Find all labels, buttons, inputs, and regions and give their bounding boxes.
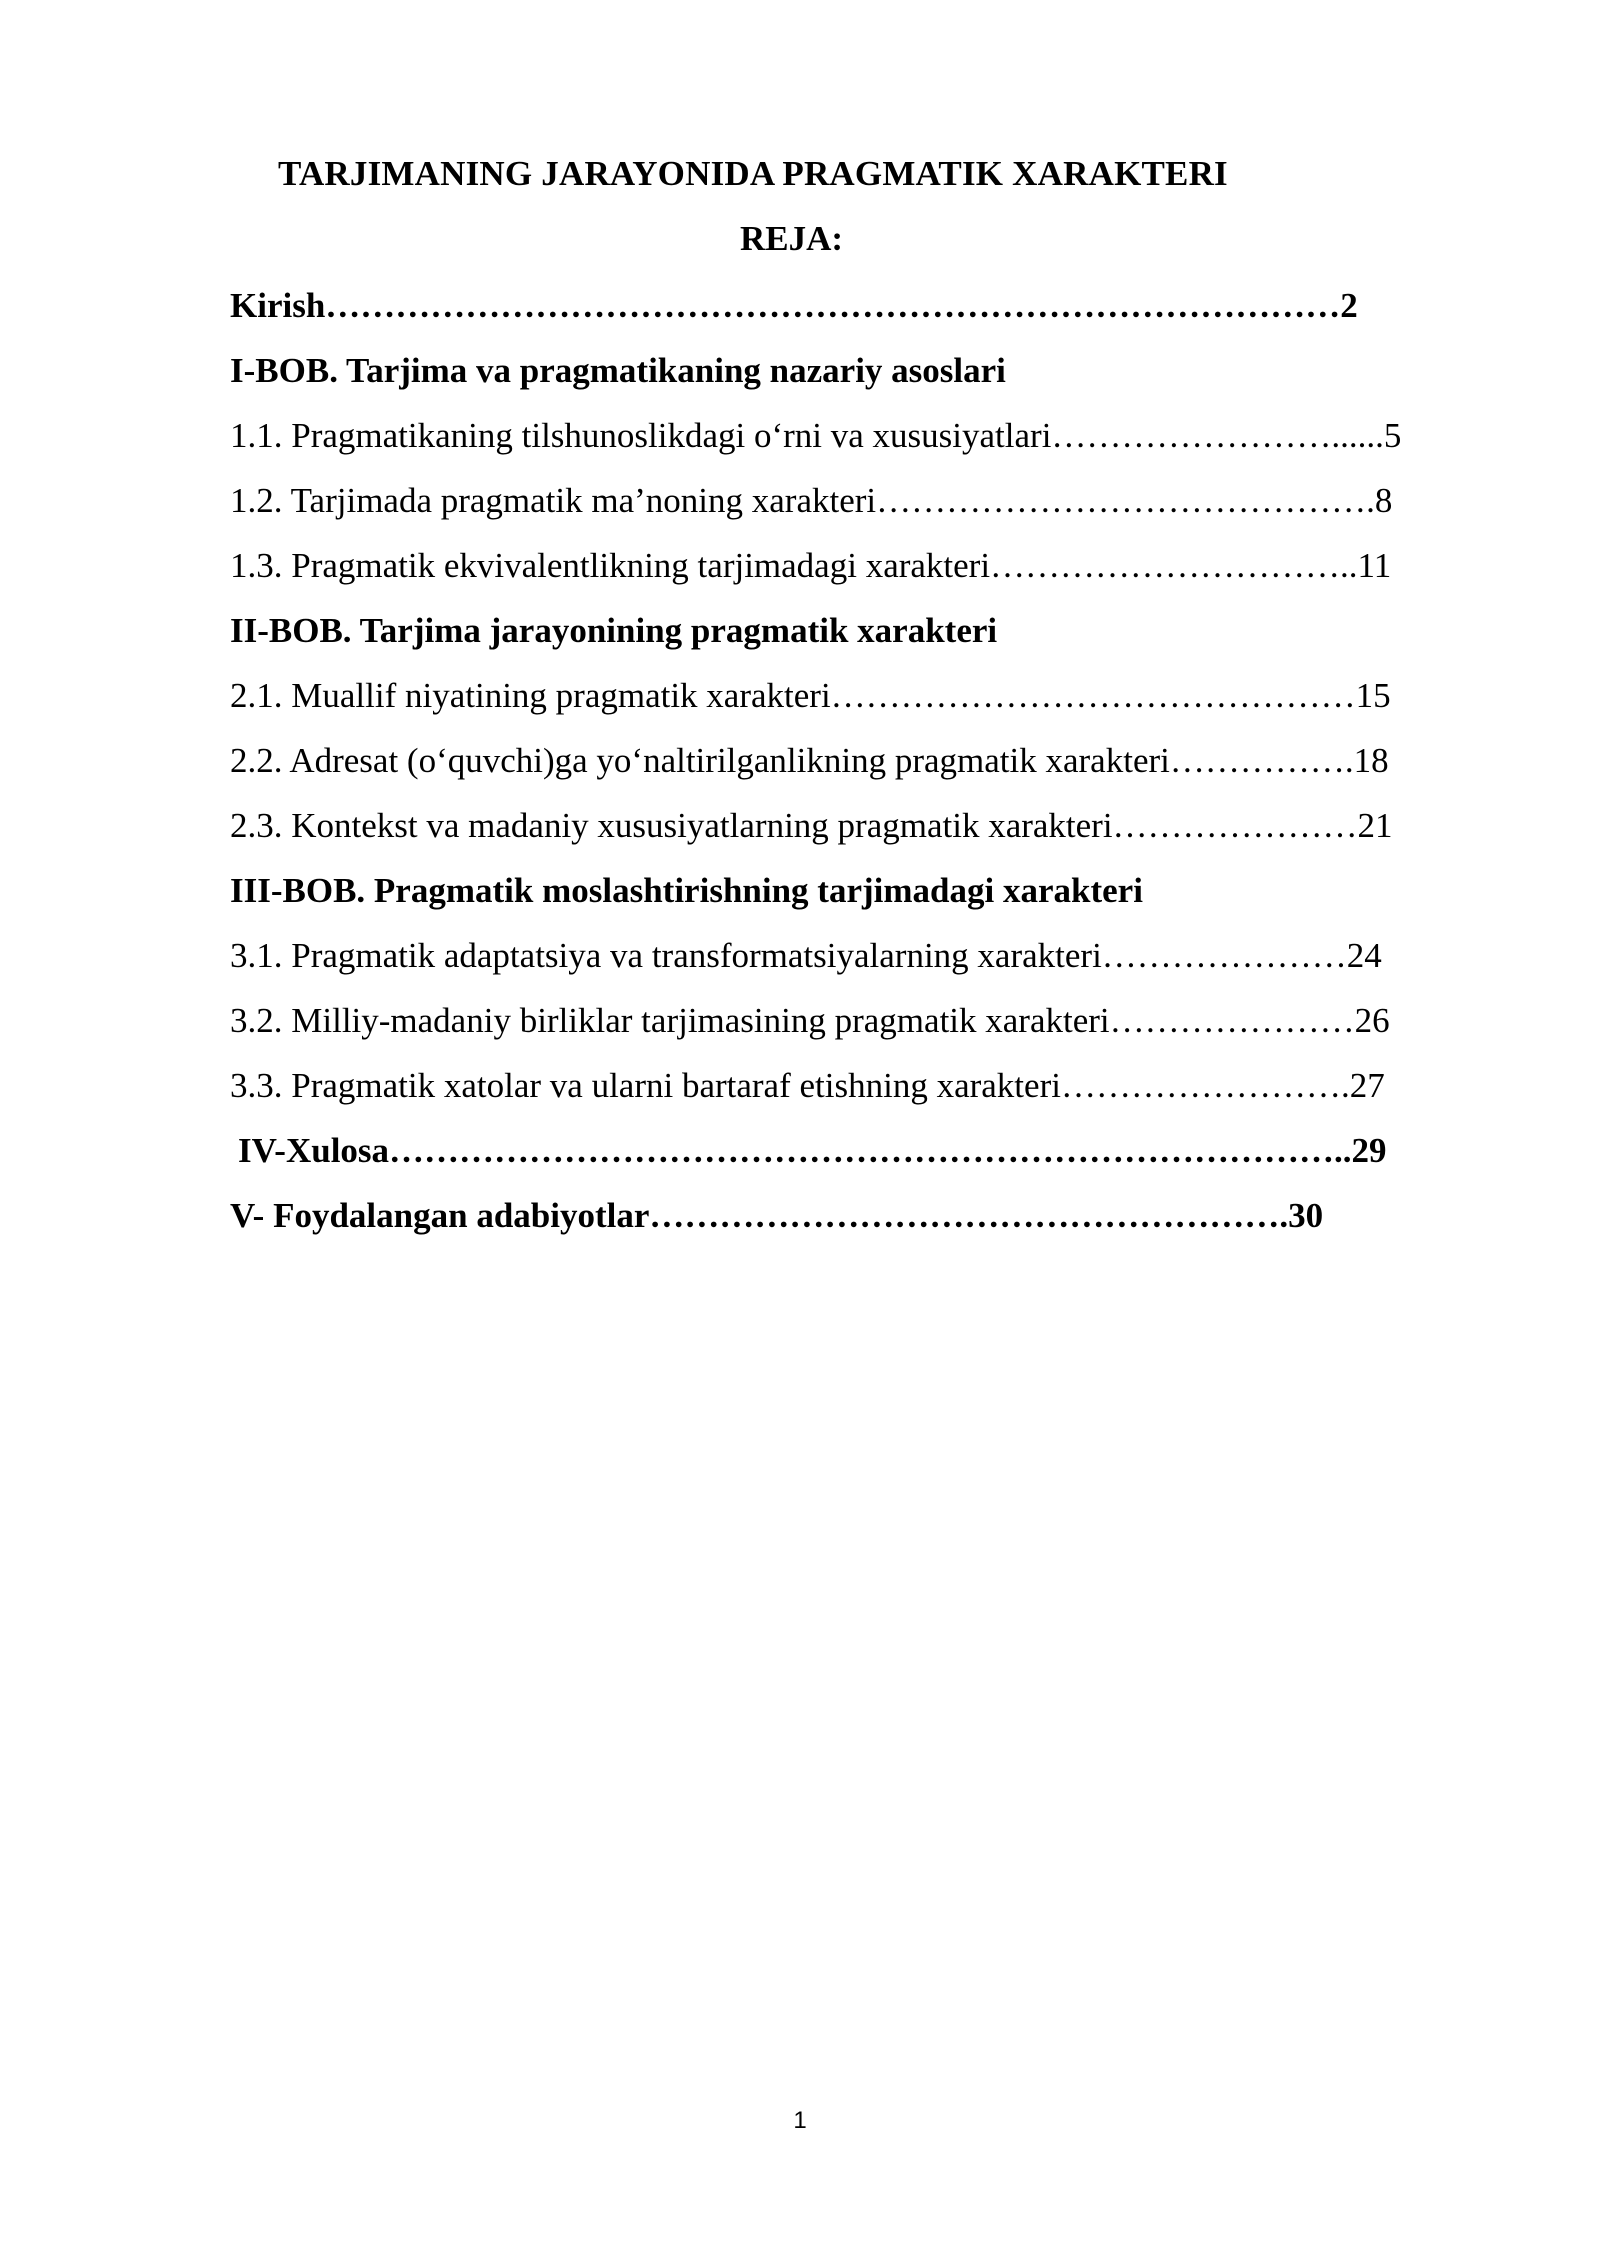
document-title: TARJIMANING JARAYONIDA PRAGMATIK XARAKTERI: [278, 154, 1228, 193]
page-number: 1: [793, 2107, 807, 2134]
toc-entry-2-2: 2.2. Adresat (o‘quvchi)ga yo‘naltirilganlikning pragmatik xarakteri…………….18: [230, 741, 1389, 780]
toc-entry-xulosa: IV-Xulosa………………………………………………………………………..29: [238, 1131, 1387, 1170]
toc-entry-2-3: 2.3. Kontekst va madaniy xususiyatlarning pragmatik xarakteri…………………21: [230, 806, 1393, 845]
toc-entry-3-3: 3.3. Pragmatik xatolar va ularni bartaraf etishning xarakteri…………………….27: [230, 1066, 1385, 1105]
toc-entry-1-3: 1.3. Pragmatik ekvivalentlikning tarjimadagi xarakteri…………………………..11: [230, 546, 1392, 585]
toc-entry-1-1: 1.1. Pragmatikaning tilshunoslikdagi o‘rni va xususiyatlari……………………......5: [230, 416, 1402, 455]
toc-chapter-3: III-BOB. Pragmatik moslashtirishning tarjimadagi xarakteri: [230, 871, 1143, 910]
toc-entry-2-1: 2.1. Muallif niyatining pragmatik xarakteri………………………………………15: [230, 676, 1391, 715]
toc-entry-3-2: 3.2. Milliy-madaniy birliklar tarjimasining pragmatik xarakteri…………………26: [230, 1001, 1390, 1040]
table-of-contents: [230, 284, 1490, 1259]
toc-chapter-2: II-BOB. Tarjima jarayonining pragmatik xarakteri: [230, 611, 998, 650]
toc-entry-1-2: 1.2. Tarjimada pragmatik ma’noning xarakteri…………………………………….8: [230, 481, 1393, 520]
toc-entry-3-1: 3.1. Pragmatik adaptatsiya va transformatsiyalarning xarakteri…………………24: [230, 936, 1382, 975]
toc-entry-adabiyotlar: V- Foydalangan adabiyotlar……………………………………………….30: [230, 1196, 1324, 1235]
toc-entry-kirish: Kirish……………………………………………………………………………2: [230, 286, 1358, 325]
toc-chapter-1: I-BOB. Tarjima va pragmatikaning nazariy asoslari: [230, 351, 1006, 390]
plan-heading: REJA:: [740, 219, 844, 258]
